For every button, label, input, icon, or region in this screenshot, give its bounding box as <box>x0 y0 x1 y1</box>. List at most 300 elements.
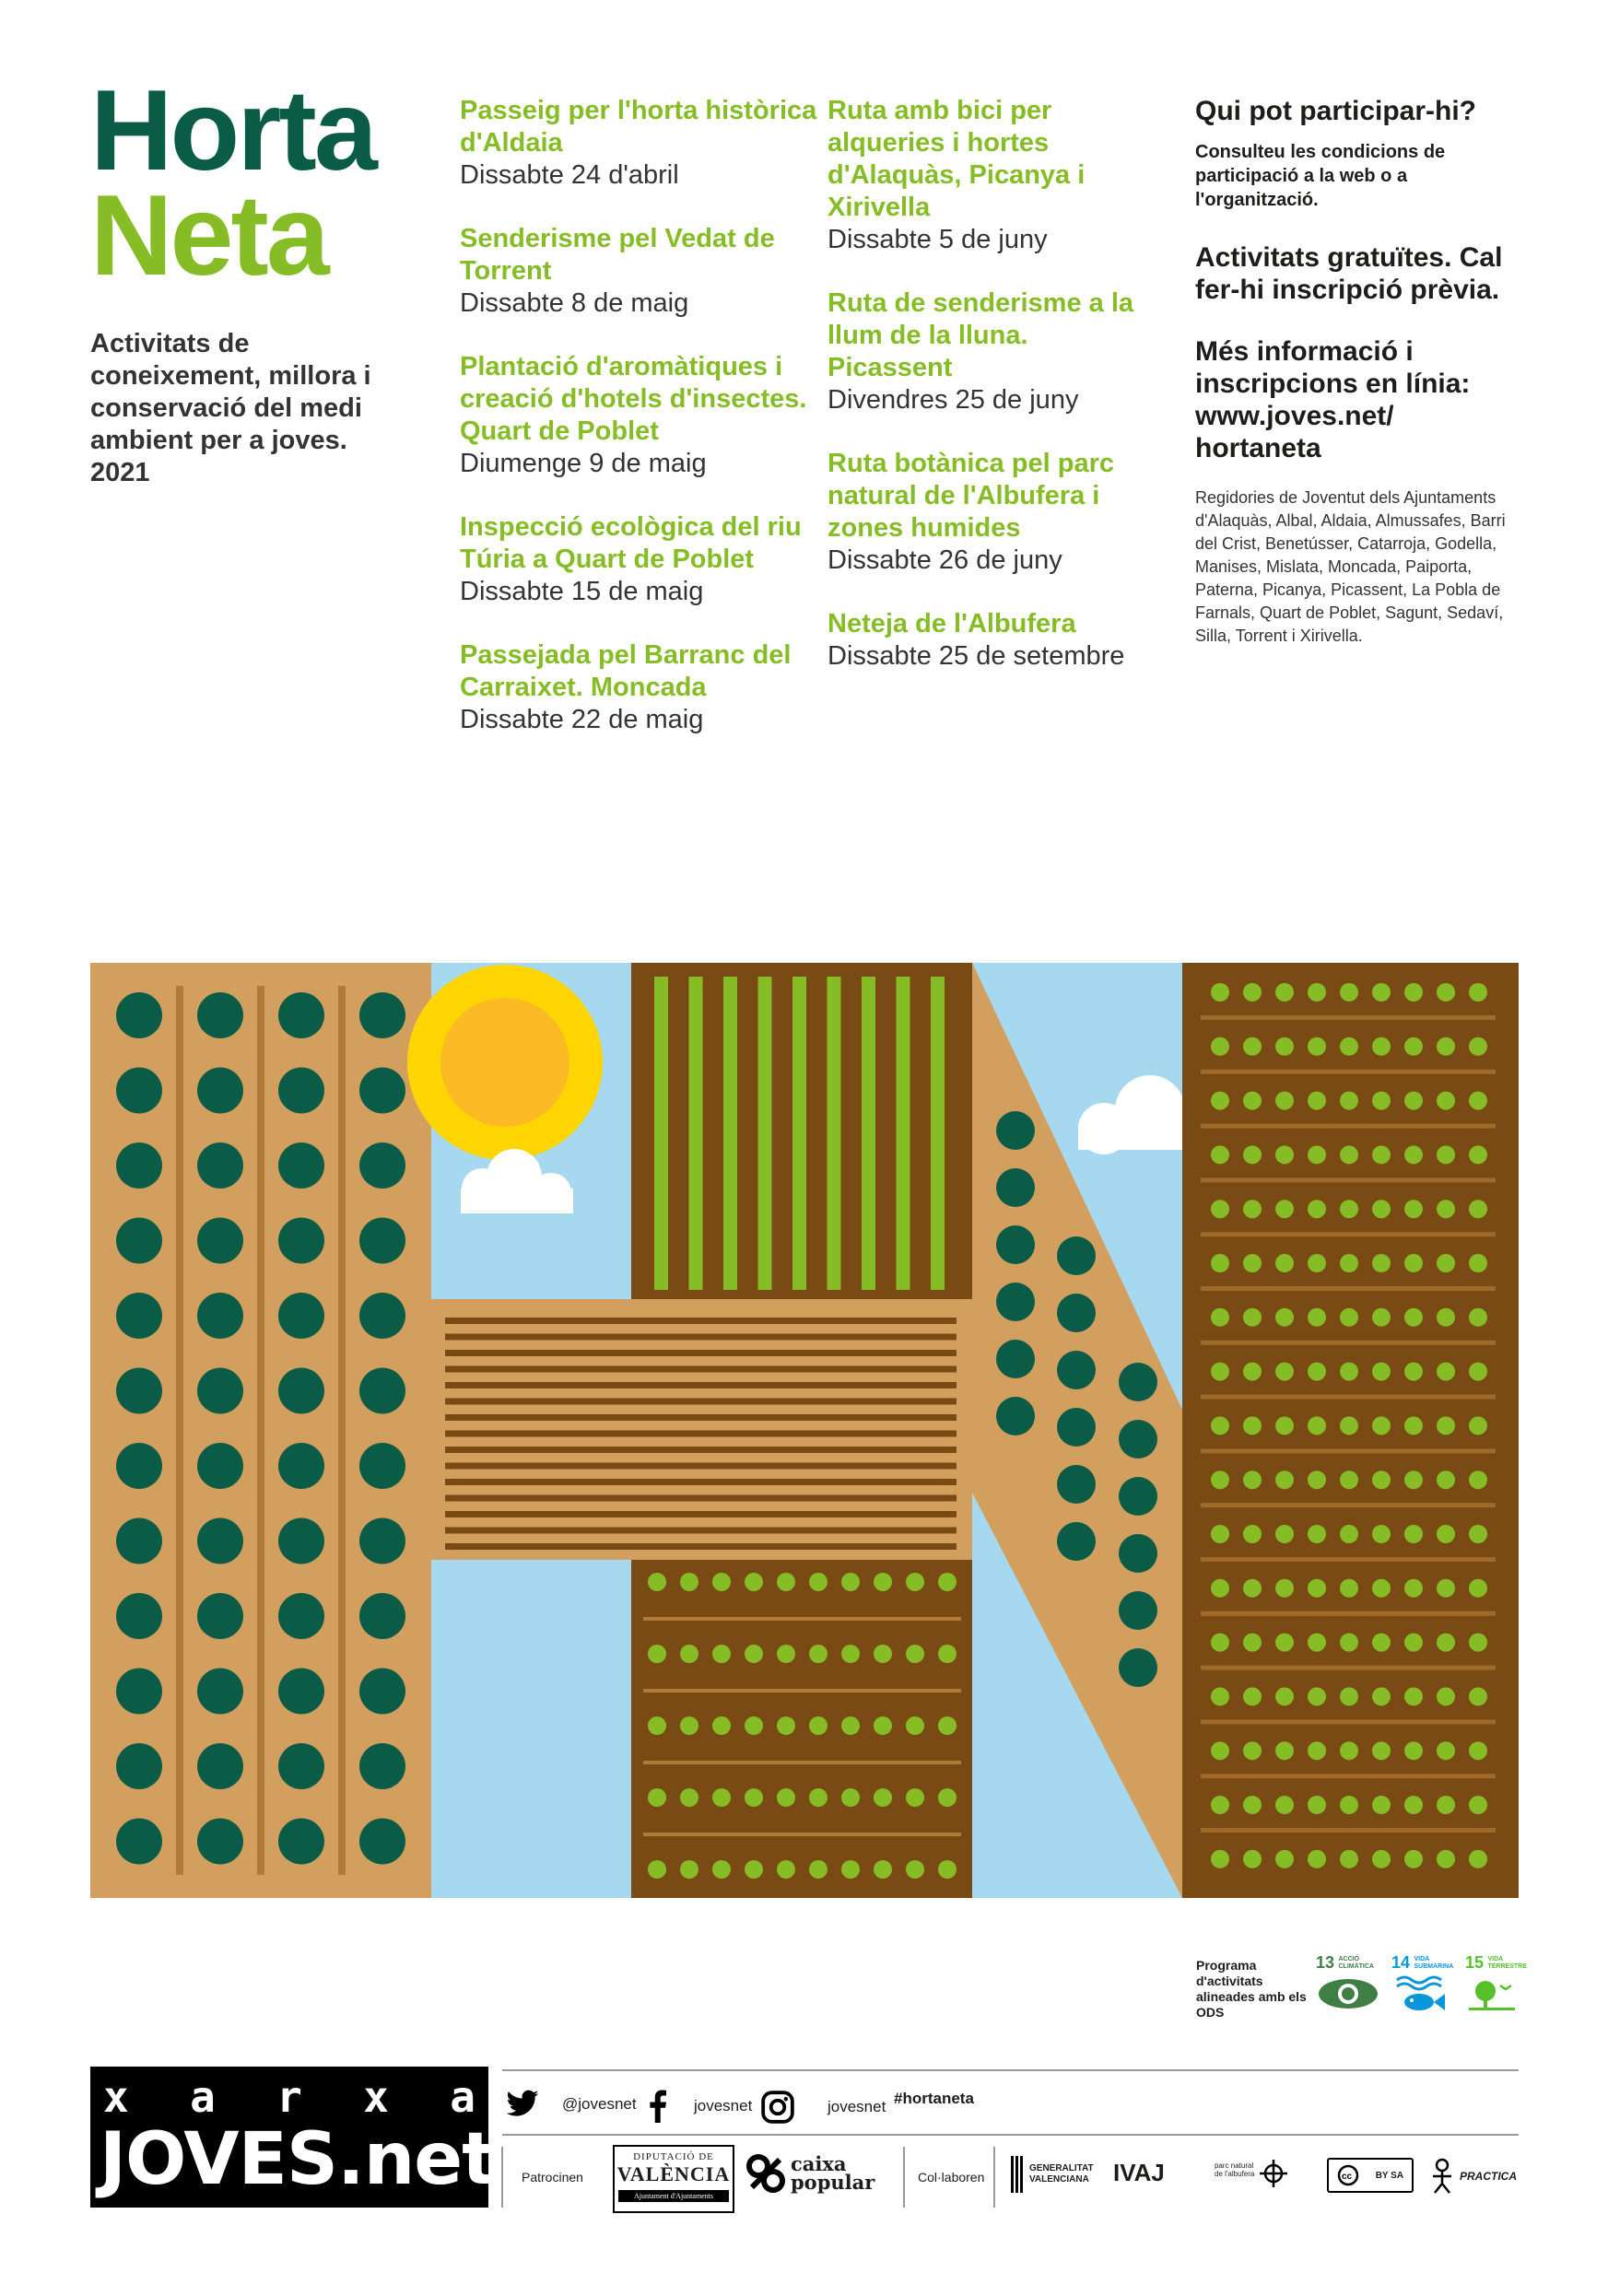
tree-icon <box>359 1743 405 1789</box>
crop-dot <box>938 1645 957 1663</box>
crop-dot <box>1404 1092 1423 1110</box>
crop-stripe <box>827 977 841 1290</box>
crop-dot <box>1211 1416 1229 1435</box>
event-title: Inspecció ecològica del riu Túria a Quart de Poblet <box>460 512 802 574</box>
ods-14-icon <box>1391 1953 1456 2027</box>
practica-figure-icon <box>1428 2158 1456 2195</box>
crop-dot <box>1340 1037 1358 1056</box>
event-title: Neteja de l'Albufera <box>827 609 1076 638</box>
gv-line2: VALENCIANA <box>1029 2174 1089 2185</box>
furrow-line <box>1201 1395 1496 1400</box>
caixa-popular-logo <box>746 2154 874 2193</box>
furrow-line <box>1201 1611 1496 1616</box>
tree-icon <box>996 1283 1035 1321</box>
crop-dot <box>1437 1363 1455 1381</box>
tree-icon <box>359 1068 405 1114</box>
crop-dot <box>1211 1687 1229 1705</box>
collab-label: Col·laboren <box>918 2170 985 2185</box>
furrow-stripe <box>445 1495 957 1502</box>
tree-icon <box>116 1443 162 1489</box>
crop-dot <box>1308 1741 1326 1760</box>
crop-dot <box>1211 1579 1229 1598</box>
crop-dot <box>1404 1363 1423 1381</box>
crop-dot <box>1469 983 1487 1002</box>
crop-stripe <box>689 977 703 1290</box>
crop-dot <box>1469 1092 1487 1110</box>
tree-icon <box>278 1142 324 1189</box>
crop-dot <box>1275 1470 1294 1489</box>
crop-dot <box>1372 1200 1391 1218</box>
crop-dot <box>1340 1741 1358 1760</box>
crop-dot <box>1437 1092 1455 1110</box>
tree-icon <box>116 1819 162 1865</box>
crop-dot <box>1243 1037 1262 1056</box>
tree-icon <box>1057 1465 1096 1504</box>
crop-stripe <box>931 977 945 1290</box>
crop-dot <box>1275 1145 1294 1164</box>
diputacio-main: VALÈNCIA <box>616 2162 731 2185</box>
crop-dot <box>648 1645 666 1663</box>
crop-dot <box>1308 1145 1326 1164</box>
crop-dot <box>938 1860 957 1879</box>
tree-icon <box>359 1293 405 1339</box>
furrow-line <box>1201 1448 1496 1453</box>
crop-dot <box>648 1788 666 1807</box>
tree-icon <box>197 992 243 1038</box>
green-stripes <box>654 977 945 1290</box>
crop-dot <box>1340 1850 1358 1868</box>
crop-dot <box>1372 1308 1391 1327</box>
crop-dot <box>1275 983 1294 1002</box>
xarxa-joves-logo <box>90 2067 496 2208</box>
crop-dot <box>1404 1741 1423 1760</box>
crop-dot <box>809 1573 827 1591</box>
crop-dot <box>1275 1687 1294 1705</box>
furrow-stripe <box>445 1479 957 1485</box>
crop-dot <box>1469 1741 1487 1760</box>
brand-title-neta: Neta <box>90 172 327 299</box>
crop-dot <box>906 1788 924 1807</box>
crop-dot <box>1211 1092 1229 1110</box>
who-title: Qui pot participar-hi? <box>1195 96 1476 126</box>
caixa-line1: caixa <box>791 2152 847 2175</box>
crop-dot <box>1275 1092 1294 1110</box>
crop-dot <box>1437 1416 1455 1435</box>
crop-dot <box>1437 1525 1455 1543</box>
crop-dot <box>874 1788 892 1807</box>
furrow-stripe <box>445 1463 957 1470</box>
crop-dot <box>1340 1254 1358 1272</box>
crop-dot <box>1308 1092 1326 1110</box>
crop-dot <box>1275 1416 1294 1435</box>
tree-icon <box>996 1168 1035 1207</box>
crop-stripe <box>723 977 737 1290</box>
divider <box>502 2069 1519 2071</box>
crop-dot <box>1275 1579 1294 1598</box>
crop-dot <box>1372 1796 1391 1814</box>
tree-icon <box>197 1293 243 1339</box>
tree-icon <box>278 1218 324 1264</box>
crop-dot <box>648 1573 666 1591</box>
crop-dot <box>1404 1037 1423 1056</box>
crop-dot <box>1469 1687 1487 1705</box>
furrow-line <box>643 1689 961 1693</box>
eye-earth-icon <box>1316 1973 1380 2015</box>
logo-letter: a <box>190 2072 216 2122</box>
event-item <box>827 95 1150 256</box>
crop-dot <box>1211 1037 1229 1056</box>
crop-dot <box>1437 983 1455 1002</box>
crop-dot <box>1340 1687 1358 1705</box>
crop-dot <box>745 1716 763 1735</box>
crop-dot <box>1404 1254 1423 1272</box>
furrow-line <box>1201 1719 1496 1724</box>
crop-dot <box>1308 1037 1326 1056</box>
crop-dot <box>712 1860 731 1879</box>
furrow-line <box>1201 1341 1496 1345</box>
ods-text: ACCIÓ CLIMÀTICA <box>1338 1956 1374 1970</box>
crop-dot <box>1243 1796 1262 1814</box>
crop-dot <box>1404 1145 1423 1164</box>
logo-letter: r <box>276 2072 302 2122</box>
instagram-icon <box>760 2090 795 2125</box>
event-title: Passeig per l'horta històrica d'Aldaia <box>460 96 817 158</box>
furrow-line <box>643 1761 961 1764</box>
crop-dot <box>906 1573 924 1591</box>
tree-icon <box>996 1397 1035 1435</box>
event-date: Dissabte 22 de maig <box>460 705 704 734</box>
crop-dot <box>906 1716 924 1735</box>
tree-icon <box>278 1743 324 1789</box>
info-column <box>1195 95 1527 648</box>
crop-dot <box>777 1788 795 1807</box>
crop-stripe <box>654 977 668 1290</box>
svg-text:cc: cc <box>1341 2172 1353 2182</box>
furrow-line <box>1201 1177 1496 1182</box>
furrow-stripe <box>445 1318 957 1324</box>
crop-dot <box>1275 1200 1294 1218</box>
crop-dot <box>1211 983 1229 1002</box>
hashtag: #hortaneta <box>894 2090 974 2107</box>
crop-dot <box>1372 1470 1391 1489</box>
tree-icon <box>197 1518 243 1564</box>
tree-icon <box>278 1068 324 1114</box>
event-item <box>827 287 1150 416</box>
ods-text: VIDA SUBMARINA <box>1414 1956 1454 1970</box>
furrow-line <box>1201 1774 1496 1778</box>
crop-dot <box>1308 1525 1326 1543</box>
tree-icon <box>1119 1591 1157 1630</box>
ivaj-logo: IVAJ <box>1113 2159 1165 2186</box>
caixa-popular-icon <box>746 2154 785 2193</box>
crop-dot <box>1211 1470 1229 1489</box>
tree-icon <box>197 1068 243 1114</box>
tree-icon <box>996 1225 1035 1264</box>
free-notice: Activitats gratuïtes. Cal fer-hi inscripció prèvia. <box>1195 242 1503 305</box>
facebook-link[interactable] <box>650 2090 752 2123</box>
event-date: Dissabte 25 de setembre <box>827 641 1125 671</box>
crop-dot <box>1404 1850 1423 1868</box>
tree-icon <box>278 1669 324 1715</box>
tree-icon <box>359 1819 405 1865</box>
crop-dot <box>680 1645 698 1663</box>
ods-13-icon <box>1316 1953 1380 2027</box>
crop-dot <box>1372 983 1391 1002</box>
crop-dot <box>1211 1254 1229 1272</box>
event-title: Passejada pel Barranc del Carraixet. Moncada <box>460 640 792 702</box>
crop-dot <box>1469 1416 1487 1435</box>
crop-dot <box>1469 1145 1487 1164</box>
twitter-handle: @jovesnet <box>562 2095 637 2113</box>
crop-dot <box>1372 1525 1391 1543</box>
crop-dot <box>1243 1850 1262 1868</box>
practica-salut-logo <box>1428 2156 1519 2196</box>
tree-icon <box>116 1669 162 1715</box>
tree-icon <box>278 1293 324 1339</box>
crop-dot <box>1404 983 1423 1002</box>
crop-dot <box>680 1788 698 1807</box>
crop-dot <box>1404 1470 1423 1489</box>
crop-dot <box>1372 1416 1391 1435</box>
crop-dot <box>938 1716 957 1735</box>
furrow-line <box>1201 1828 1496 1833</box>
sun-core <box>440 998 569 1127</box>
furrow-line <box>1201 1503 1496 1507</box>
crop-dot <box>1340 1634 1358 1652</box>
crop-dot <box>1437 1145 1455 1164</box>
crop-dot <box>1340 1416 1358 1435</box>
tree-icon <box>197 1368 243 1414</box>
logo-letter: x <box>363 2072 389 2122</box>
events-column-1 <box>460 95 819 767</box>
crop-dot <box>1243 1579 1262 1598</box>
event-title: Senderisme pel Vedat de Torrent <box>460 224 775 286</box>
crop-dot <box>938 1573 957 1591</box>
ods-15-icon <box>1465 1953 1530 2027</box>
logo-letter: x <box>103 2072 129 2122</box>
tree-icon <box>359 1368 405 1414</box>
event-date: Dissabte 24 d'abril <box>460 160 679 190</box>
furrow-line <box>643 1833 961 1836</box>
crop-dot <box>874 1716 892 1735</box>
crop-stripe <box>792 977 806 1290</box>
tree-icon <box>996 1111 1035 1150</box>
crop-dot <box>938 1788 957 1807</box>
tree-icon <box>1119 1534 1157 1573</box>
crop-dot <box>777 1645 795 1663</box>
twitter-link[interactable] <box>505 2090 637 2119</box>
crop-dot <box>874 1860 892 1879</box>
crop-dot <box>1404 1634 1423 1652</box>
crop-dot <box>745 1860 763 1879</box>
logo-letter: a <box>450 2072 475 2122</box>
crop-dot <box>1340 1470 1358 1489</box>
crop-dot <box>1437 1037 1455 1056</box>
tree-icon <box>1119 1477 1157 1516</box>
event-item <box>460 351 819 480</box>
crop-dot <box>712 1716 731 1735</box>
event-item <box>460 511 819 608</box>
tree-icon <box>278 1443 324 1489</box>
tree-icon <box>197 1593 243 1639</box>
tree-icon <box>197 1443 243 1489</box>
furrow-line <box>1201 1232 1496 1236</box>
twitter-icon <box>505 2090 540 2119</box>
crop-dot <box>745 1645 763 1663</box>
event-date: Divendres 25 de juny <box>827 385 1079 415</box>
tree-icon <box>359 1669 405 1715</box>
crop-dot <box>1308 1363 1326 1381</box>
furrow-stripe <box>445 1334 957 1341</box>
divider-vertical <box>993 2147 995 2208</box>
crop-dot <box>1211 1200 1229 1218</box>
crop-dot <box>1340 1796 1358 1814</box>
crop-dot <box>1437 1470 1455 1489</box>
crop-dot <box>1308 1416 1326 1435</box>
tree-icon <box>278 1819 324 1865</box>
more-info: Més informació i inscripcions en línia: www.joves.net/ hortaneta <box>1195 336 1471 463</box>
tree-icon <box>359 1518 405 1564</box>
tree-icon <box>197 1218 243 1264</box>
sponsor-label: Patrocinen <box>522 2170 583 2185</box>
crop-dot <box>906 1645 924 1663</box>
crop-dot <box>1308 1470 1326 1489</box>
crop-dot <box>1275 1634 1294 1652</box>
event-date: Dissabte 26 de juny <box>827 545 1062 575</box>
crop-dot <box>809 1860 827 1879</box>
event-date: Dissabte 5 de juny <box>827 225 1048 254</box>
crop-dot <box>1340 983 1358 1002</box>
albufera-bird-icon <box>1258 2158 1289 2194</box>
tree-icon <box>359 1593 405 1639</box>
tree-icon <box>278 1593 324 1639</box>
crop-dot <box>1308 1850 1326 1868</box>
subtitle: Activitats de coneixement, millora i conservació del medi ambient per a joves. 2021 <box>90 329 371 487</box>
crop-dot <box>1308 1687 1326 1705</box>
crop-dot <box>1275 1525 1294 1543</box>
tree-icon <box>116 1068 162 1114</box>
tree-icon <box>116 1218 162 1264</box>
ods-number: 15 <box>1465 1953 1485 1972</box>
crop-dot <box>1437 1308 1455 1327</box>
crop-dot <box>1469 1254 1487 1272</box>
crop-dot <box>1340 1525 1358 1543</box>
crop-dot <box>1275 1308 1294 1327</box>
field-furrow <box>176 986 183 1875</box>
crop-dot <box>680 1573 698 1591</box>
crop-dot <box>809 1716 827 1735</box>
crop-dot <box>1437 1634 1455 1652</box>
event-item <box>827 448 1150 577</box>
crop-dot <box>1437 1796 1455 1814</box>
diputacio-logo <box>613 2145 734 2213</box>
furrow-line <box>1201 1286 1496 1291</box>
tree-icon <box>1057 1236 1096 1275</box>
crop-dot <box>1308 1796 1326 1814</box>
divider <box>502 2134 1519 2136</box>
ods-text: VIDA TERRESTRE <box>1487 1956 1527 1970</box>
tree-icon <box>1057 1522 1096 1561</box>
generalitat-logo <box>1009 2156 1094 2193</box>
crop-dot <box>1372 1145 1391 1164</box>
crop-dot <box>1372 1037 1391 1056</box>
crop-dot <box>1243 983 1262 1002</box>
crop-dot <box>1211 1363 1229 1381</box>
crop-dot <box>1211 1796 1229 1814</box>
tree-icon <box>197 1669 243 1715</box>
caixa-line2: popular <box>791 2171 875 2194</box>
crop-dot <box>1437 1579 1455 1598</box>
crop-dot <box>1404 1796 1423 1814</box>
instagram-handle: jovesnet <box>827 2098 886 2115</box>
tree-icon <box>197 1743 243 1789</box>
crop-dot <box>1243 1092 1262 1110</box>
crop-dot <box>1469 1796 1487 1814</box>
crop-dot <box>1437 1200 1455 1218</box>
crop-dot <box>1243 1634 1262 1652</box>
crop-dot <box>1469 1634 1487 1652</box>
event-date: Dissabte 8 de maig <box>460 288 689 318</box>
crop-dot <box>1211 1308 1229 1327</box>
furrow-stripe <box>445 1543 957 1550</box>
diputacio-top: DIPUTACIÓ DE <box>633 2151 714 2162</box>
crop-dot <box>1211 1525 1229 1543</box>
crop-dot <box>1340 1579 1358 1598</box>
event-item <box>460 95 819 192</box>
crop-dot <box>1372 1741 1391 1760</box>
crop-dot <box>1372 1687 1391 1705</box>
who-text: Consulteu les condicions de participació a la web o a l'organització. <box>1195 142 1446 210</box>
crop-dot <box>874 1573 892 1591</box>
tree-icon <box>116 1518 162 1564</box>
crop-dot <box>1404 1687 1423 1705</box>
divider-vertical <box>501 2147 503 2208</box>
crop-dot <box>1404 1525 1423 1543</box>
furrow-stripe <box>445 1399 957 1405</box>
gv-line1: GENERALITAT <box>1029 2163 1094 2173</box>
divider-vertical <box>903 2147 905 2208</box>
crop-dot <box>1437 1254 1455 1272</box>
crop-stripe <box>758 977 772 1290</box>
tree-icon <box>278 1368 324 1414</box>
crop-dot <box>1275 1363 1294 1381</box>
joves-net-text: JOVES.net <box>100 2118 496 2201</box>
crop-dot <box>1308 1200 1326 1218</box>
event-item <box>460 223 819 320</box>
tree-icon <box>116 992 162 1038</box>
furrow-line <box>1201 1015 1496 1020</box>
furrow-line <box>1201 1124 1496 1129</box>
crop-dot <box>680 1860 698 1879</box>
furrow-stripe <box>445 1511 957 1517</box>
crop-dot <box>1243 1687 1262 1705</box>
furrow-stripe <box>445 1447 957 1453</box>
instagram-link[interactable] <box>760 2090 886 2125</box>
crop-dot <box>841 1645 860 1663</box>
tree-icon <box>996 1340 1035 1378</box>
crop-dot <box>777 1860 795 1879</box>
tree-icon <box>278 1518 324 1564</box>
crop-dot <box>841 1788 860 1807</box>
crop-dot <box>1243 1416 1262 1435</box>
tree-icon <box>1057 1408 1096 1447</box>
event-title: Ruta de senderisme a la llum de la lluna. Picassent <box>827 288 1134 382</box>
crop-dot <box>1211 1850 1229 1868</box>
ods-number: 13 <box>1316 1953 1335 1972</box>
tree-icon <box>1057 1351 1096 1389</box>
crop-dot <box>1469 1363 1487 1381</box>
crop-dot <box>680 1716 698 1735</box>
